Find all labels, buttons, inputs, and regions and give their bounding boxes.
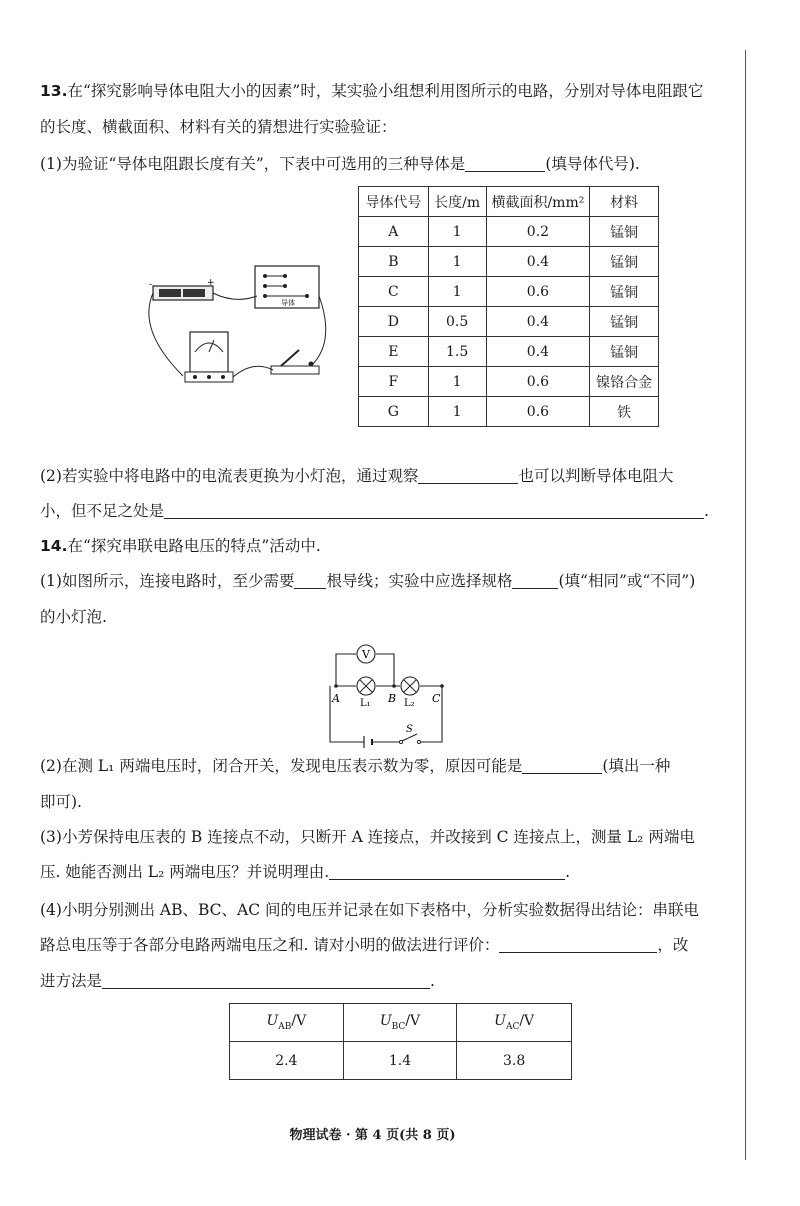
table-header-cell: 长度/m [428, 187, 486, 217]
q14-blank4[interactable] [329, 863, 565, 880]
table-cell: 2.4 [230, 1042, 344, 1080]
label-a: A [332, 692, 340, 705]
switch-s-icon [399, 724, 420, 744]
svg-text:S: S [406, 724, 413, 735]
table-header-row [359, 187, 659, 217]
q13-blank1[interactable] [465, 155, 545, 172]
table-cell: 1 [428, 397, 486, 427]
label-c: C [432, 692, 441, 705]
margin-line [745, 50, 746, 1160]
q14-part1a: (1)如图所示，连接电路时，至少需要 根导线；实验中应选择规格 (填“相同”或“不同”) [40, 572, 696, 590]
lamp-l1-icon [357, 677, 375, 695]
table-cell: D [359, 307, 429, 337]
q13-blank3[interactable] [164, 502, 704, 519]
q13-blank2[interactable] [418, 467, 518, 484]
table-cell: A [359, 217, 429, 247]
table-cell: 1 [428, 277, 486, 307]
q14-wires [330, 654, 442, 742]
ammeter-icon [185, 332, 233, 382]
table-cell: 1 [428, 247, 486, 277]
table-cell: 0.6 [486, 367, 590, 397]
svg-text:-: - [149, 280, 153, 290]
q14-circuit-figure [320, 636, 460, 748]
table-cell: 0.4 [486, 307, 590, 337]
table-row [359, 367, 659, 397]
table-cell: 锰铜 [590, 247, 659, 277]
table-cell: 铁 [590, 397, 659, 427]
q14-part3b: 压. 她能否测出 L₂ 两端电压？并说明理由. . [40, 863, 571, 881]
lamp-l2-icon [401, 677, 419, 695]
table-cell: 1.4 [343, 1042, 457, 1080]
svg-text:+: + [207, 278, 215, 288]
table-cell: E [359, 337, 429, 367]
q13-line2: 的长度、横截面积、材料有关的猜想进行实验验证： [40, 118, 397, 136]
table-cell: 0.6 [486, 397, 590, 427]
table-cell: B [359, 247, 429, 277]
table-header-cell: $U_{AC}/V$ [457, 1004, 572, 1042]
table-cell: 锰铜 [590, 307, 659, 337]
battery-box-icon [149, 278, 215, 300]
svg-text:V: V [362, 648, 370, 661]
table-row [359, 337, 659, 367]
table-cell: 1.5 [428, 337, 486, 367]
table-cell: 镍铬合金 [590, 367, 659, 397]
node-a [334, 684, 338, 688]
q14-blank5[interactable] [499, 936, 657, 953]
q13-stem-1: 在“探究影响导体电阻大小的因素”时，某实验小组想利用图所示的电路，分别对导体电阻跟它 [67, 82, 704, 100]
table-header-cell: 导体代号 [359, 187, 429, 217]
q14-blank2[interactable] [512, 572, 558, 589]
table-row [359, 397, 659, 427]
battery-icon [364, 736, 372, 748]
q14-blank6[interactable] [102, 972, 430, 989]
table-cell: 锰铜 [590, 217, 659, 247]
table-row [359, 307, 659, 337]
table-cell: 3.8 [457, 1042, 572, 1080]
table-row [359, 277, 659, 307]
q13-line1 [40, 80, 740, 102]
q14-part4a: (4)小明分别测出 AB、BC、AC 间的电压并记录在如下表格中，分析实验数据得出结论：串联电 [40, 901, 699, 919]
table-cell: 0.5 [428, 307, 486, 337]
label-l1: L₁ [360, 698, 371, 709]
conductor-label: 导体 [281, 299, 295, 307]
table-row [230, 1042, 572, 1080]
table-cell: 锰铜 [590, 277, 659, 307]
q14-part4c: 进方法是 . [40, 972, 435, 990]
q14-part2a: (2)在测 L₁ 两端电压时，闭合开关，发现电压表示数为零，原因可能是 (填出一种 [40, 757, 671, 775]
table-cell: 1 [428, 367, 486, 397]
q13-circuit-figure [135, 260, 335, 390]
q13-part1: (1)为验证“导体电阻跟长度有关”，下表中可选用的三种导体是 (填导体代号). [40, 155, 640, 173]
table-header-cell: 横截面积/mm² [486, 187, 590, 217]
q14-blank1[interactable] [294, 572, 326, 589]
q14-blank3[interactable] [522, 757, 602, 774]
table-cell: G [359, 397, 429, 427]
table-cell: 锰铜 [590, 337, 659, 367]
table-cell: F [359, 367, 429, 397]
table-cell: C [359, 277, 429, 307]
q14-part3a: (3)小芳保持电压表的 B 连接点不动，只断开 A 连接点，并改接到 C 连接点上，测量 L₂ 两端电 [40, 828, 695, 846]
table-header-cell: 材料 [590, 187, 659, 217]
conductor-board-icon [255, 266, 319, 308]
table-cell: 0.4 [486, 247, 590, 277]
voltmeter-icon [357, 645, 375, 663]
q13-table [358, 186, 659, 427]
switch-icon [271, 350, 319, 374]
table-row [359, 217, 659, 247]
table-cell: 1 [428, 217, 486, 247]
table-cell: 0.4 [486, 337, 590, 367]
q13-number: 13. [40, 82, 68, 100]
table-header-row [230, 1004, 572, 1042]
table-cell: 0.6 [486, 277, 590, 307]
q14-table [229, 1003, 572, 1080]
node-c [440, 684, 444, 688]
label-b: B [388, 692, 397, 705]
q13-part2a: (2)若实验中将电路中的电流表更换为小灯泡，通过观察 也可以判断导体电阻大 [40, 467, 674, 485]
q14-part1b: 的小灯泡. [40, 608, 107, 626]
q14-number: 14. [40, 537, 68, 555]
table-header-cell: $U_{BC}/V$ [343, 1004, 457, 1042]
label-l2: L₂ [404, 698, 415, 709]
q14-part2b: 即可). [40, 793, 82, 811]
q14-part4b: 路总电压等于各部分电路两端电压之和. 请对小明的做法进行评价： ，改 [40, 936, 689, 954]
node-b [392, 684, 396, 688]
table-row [359, 247, 659, 277]
q14-line1: 14.在“探究串联电路电压的特点”活动中. [40, 537, 321, 555]
q13-part2b: 小，但不足之处是 . [40, 502, 709, 520]
page-footer: 物理试卷 · 第 4 页(共 8 页) [289, 1128, 456, 1143]
table-header-cell: $U_{AB}/V$ [230, 1004, 344, 1042]
table-cell: 0.2 [486, 217, 590, 247]
